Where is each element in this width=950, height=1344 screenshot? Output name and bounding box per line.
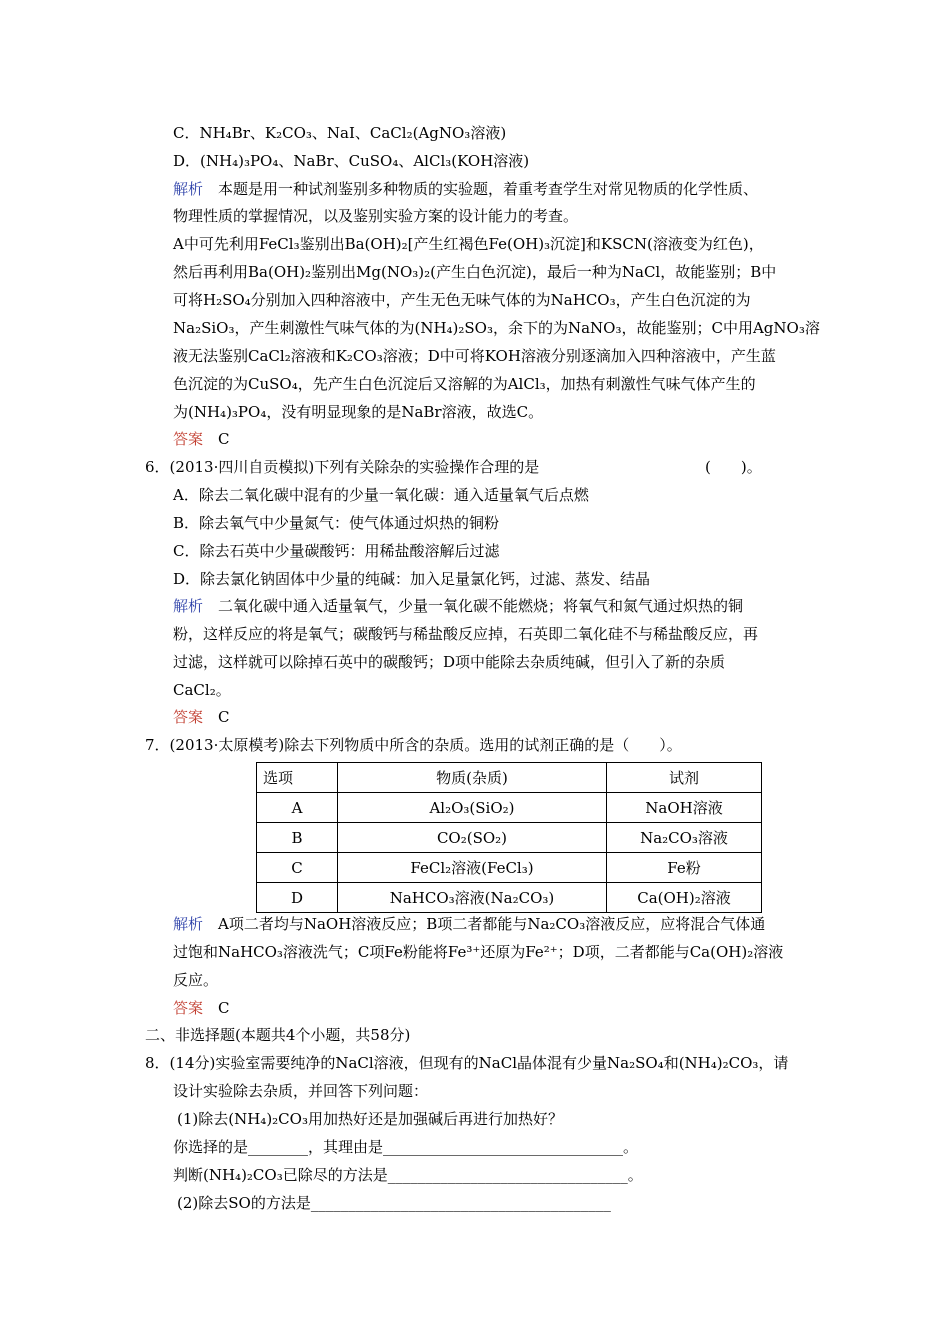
- table-row: [257, 793, 762, 823]
- analysis-label: 解析: [173, 915, 204, 933]
- table-row: [257, 853, 762, 883]
- table-row: [257, 823, 762, 853]
- analysis-text: 可将H₂SO₄分别加入四种溶液中，产生无色无味气体的为NaHCO₃，产生白色沉淀的为: [173, 291, 751, 309]
- analysis-line: [173, 179, 758, 199]
- analysis-text: 然后再利用Ba(OH)₂鉴别出Mg(NO₃)₂(产生白色沉淀)，最后一种为NaCl，故能鉴别；B中: [173, 263, 777, 281]
- table-cell: NaOH溶液: [607, 793, 762, 823]
- question-7-stem: 7．(2013·太原模考)除去下列物质中所含的杂质。选用的试剂正确的是（ ）。: [145, 736, 682, 754]
- table-cell: NaHCO₃溶液(Na₂CO₃): [338, 883, 607, 913]
- analysis-text: A中可先利用FeCl₃鉴别出Ba(OH)₂[产生红褐色Fe(OH)₃沉淀]和KSCN(溶液变为红色)，: [173, 235, 764, 253]
- answer-value: C: [218, 708, 230, 726]
- analysis-text: CaCl₂。: [173, 681, 231, 699]
- analysis-text: 液无法鉴别CaCl₂溶液和K₂CO₃溶液；D中可将KOH溶液分别逐滴加入四种溶液中，产生蓝: [173, 347, 776, 365]
- analysis-label: 解析: [173, 180, 204, 198]
- question-8-stem: 8．(14分)实验室需要纯净的NaCl溶液，但现有的NaCl晶体混有少量Na₂SO₄和(NH₄)₂CO₃，请: [145, 1054, 789, 1072]
- analysis-line: [173, 596, 743, 616]
- option-b: B．除去氧气中少量氮气：使气体通过炽热的铜粉: [173, 514, 500, 532]
- analysis-line: [173, 914, 765, 934]
- option-a: A．除去二氧化碳中混有的少量一氧化碳：通入适量氧气后点燃: [173, 486, 589, 504]
- option-d: D．除去氯化钠固体中少量的纯碱：加入足量氯化钙，过滤、蒸发、结晶: [173, 570, 651, 588]
- analysis-text: 过饱和NaHCO₃溶液洗气；C项Fe粉能将Fe³⁺还原为Fe²⁺；D项，二者都能与Ca(OH)₂溶液: [173, 943, 784, 961]
- answer-value: C: [218, 430, 230, 448]
- sub-question: (2)除去SO的方法是________________________________________: [177, 1194, 611, 1212]
- question-8-stem: 设计实验除去杂质，并回答下列问题：: [173, 1082, 429, 1100]
- table-cell: CO₂(SO₂): [338, 823, 607, 853]
- options-table: [256, 762, 762, 913]
- table-cell: B: [257, 823, 338, 853]
- table-header: 选项: [257, 763, 338, 793]
- table-cell: FeCl₂溶液(FeCl₃): [338, 853, 607, 883]
- analysis-text: Na₂SiO₃，产生刺激性气味气体的为(NH₄)₂SO₃，余下的为NaNO₃，故能鉴别；C中用AgNO₃溶: [173, 319, 820, 337]
- table-row: [257, 883, 762, 913]
- question-6-stem: 6．(2013·四川自贡模拟)下列有关除杂的实验操作合理的是: [145, 458, 540, 476]
- analysis-label: 解析: [173, 597, 204, 615]
- table-cell: Na₂CO₃溶液: [607, 823, 762, 853]
- table-cell: A: [257, 793, 338, 823]
- section-heading: 二、非选择题(本题共4个小题，共58分): [145, 1026, 411, 1044]
- table-cell: Al₂O₃(SiO₂): [338, 793, 607, 823]
- answer-label: 答案: [173, 999, 204, 1017]
- option-c: C．除去石英中少量碳酸钙：用稀盐酸溶解后过滤: [173, 542, 500, 560]
- fill-blank-line: 判断(NH₄)₂CO₃已除尽的方法是________________________________。: [173, 1166, 643, 1184]
- answer-value: C: [218, 999, 230, 1017]
- table-header-row: [257, 763, 762, 793]
- fill-blank-line: 你选择的是________，其理由是________________________________。: [173, 1138, 639, 1156]
- analysis-text: A项二者均与NaOH溶液反应；B项二者都能与Na₂CO₃溶液反应，应将混合气体通: [218, 915, 766, 933]
- answer-label: 答案: [173, 708, 204, 726]
- analysis-text: 色沉淀的为CuSO₄，先产生白色沉淀后又溶解的为AlCl₃，加热有刺激性气味气体产生的: [173, 375, 756, 393]
- analysis-text: 物理性质的掌握情况，以及鉴别实验方案的设计能力的考查。: [173, 207, 579, 225]
- option-c: C．NH₄Br、K₂CO₃、NaI、CaCl₂(AgNO₃溶液): [173, 124, 507, 142]
- answer-line: [173, 707, 230, 727]
- answer-line: [173, 998, 230, 1018]
- table-cell: D: [257, 883, 338, 913]
- analysis-text: 二氧化碳中通入适量氧气，少量一氧化碳不能燃烧；将氧气和氮气通过炽热的铜: [218, 597, 744, 615]
- table-cell: C: [257, 853, 338, 883]
- table-header: 试剂: [607, 763, 762, 793]
- analysis-text: 为(NH₄)₃PO₄，没有明显现象的是NaBr溶液，故选C。: [173, 403, 544, 421]
- sub-question: (1)除去(NH₄)₂CO₃用加热好还是加强碱后再进行加热好？: [177, 1110, 563, 1128]
- option-d: D．(NH₄)₃PO₄、NaBr、CuSO₄、AlCl₃(KOH溶液): [173, 152, 530, 170]
- analysis-text: 反应。: [173, 971, 219, 989]
- table-cell: Ca(OH)₂溶液: [607, 883, 762, 913]
- table-cell: Fe粉: [607, 853, 762, 883]
- analysis-text: 本题是用一种试剂鉴别多种物质的实验题，着重考查学生对常见物质的化学性质、: [218, 180, 759, 198]
- table-header: 物质(杂质): [338, 763, 607, 793]
- analysis-text: 粉，这样反应的将是氧气；碳酸钙与稀盐酸反应掉，石英即二氧化硅不与稀盐酸反应，再: [173, 625, 759, 643]
- analysis-text: 过滤，这样就可以除掉石英中的碳酸钙；D项中能除去杂质纯碱，但引入了新的杂质: [173, 653, 726, 671]
- question-6-blank: ( )。: [705, 458, 762, 476]
- answer-label: 答案: [173, 430, 204, 448]
- answer-line: [173, 429, 230, 449]
